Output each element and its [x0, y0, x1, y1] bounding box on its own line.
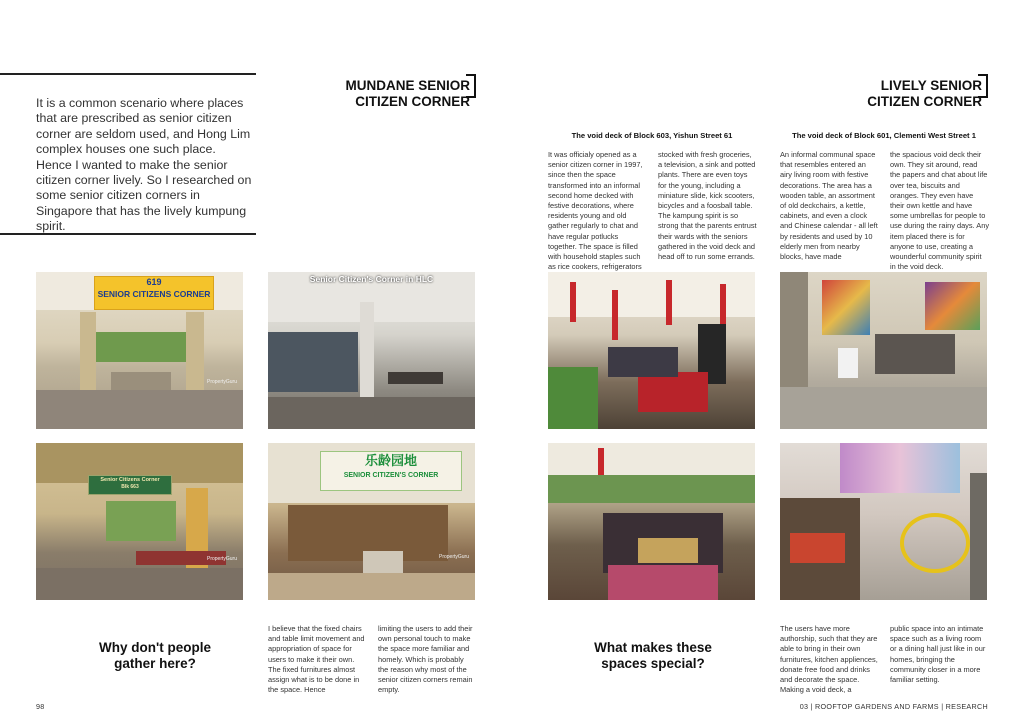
why-question — [70, 640, 240, 672]
photo-clementi-bicycle — [780, 443, 987, 600]
lively-section-title — [842, 78, 982, 110]
why-text-col2: limiting the users to add their own personal touch to make the space more familiar and homely. Which is probably the reason why most of the senior citizen corners remain empty. — [378, 624, 473, 695]
yishun-caption: The void deck of Block 603, Yishun Street 61 — [571, 131, 733, 140]
photo-hlc-pillar — [360, 302, 374, 397]
photo-619-corner — [36, 272, 243, 429]
footer-right: 03 | ROOFTOP GARDENS AND FARMS | RESEARCH — [799, 702, 988, 711]
photo-yishun-lantern-1 — [570, 282, 576, 322]
photo-clementi-mural-left — [822, 280, 870, 335]
photo-leling-corner — [268, 443, 475, 600]
watermark-blk663: PropertyGuru — [206, 556, 237, 562]
photo-yishun-lantern-3 — [666, 280, 672, 325]
sign-619-number: 619 — [146, 277, 162, 287]
photo-yishun-plants — [548, 367, 598, 429]
yishun-text-col1: It was officialy opened as a senior citizen corner in 1997, since then the space transformed into an informal second home decked with festive decorations, where residents young and old gather regularly to chat and have regular potlucks together. The space is filled with household staples such as rice cookers, refrigerators — [548, 150, 643, 272]
clementi-text-col2: the spacious void deck their own. They sit around, read the papers and chat about life over tea, biscuits and oranges. They even have their own kettle and have some umbrellas for people to use during the rainy days. Any item placed there is for anyone to use, creating a wounderful community spirit in the void deck. — [890, 150, 990, 272]
sign-leling-chinese: 乐龄园地 — [364, 453, 417, 468]
mundane-title-line1: MUNDANE SENIOR — [345, 78, 470, 93]
photo-hlc-interior — [268, 332, 358, 392]
mundane-title-bracket — [466, 74, 476, 98]
photo-yishun-chairs — [638, 372, 708, 412]
photo-619-garden — [96, 332, 186, 362]
intro-bottom-rule — [0, 233, 256, 235]
sign-blk663-line2: Blk 663 — [121, 484, 139, 490]
lively-title-bracket — [978, 74, 988, 98]
photo-clementi-floor — [780, 387, 987, 429]
mundane-section-title — [330, 78, 470, 110]
sign-blk663 — [88, 475, 172, 495]
watermark-leling: PropertyGuru — [438, 554, 469, 560]
what-question — [568, 640, 738, 672]
photo-yishun-festive — [548, 272, 755, 429]
photo-bicycle-items — [790, 533, 845, 563]
photo-clementi-people — [875, 334, 955, 374]
what-text-col2: public space into an intimate space such as a living room or a dining hall just like in our homes, bringing the community closer in a more familiar setting. — [890, 624, 986, 685]
photo-bicycle-person — [970, 473, 987, 600]
photo-gathering-table — [638, 538, 698, 563]
photo-hlc-floor — [268, 397, 475, 429]
photo-bicycle-wall-mural — [840, 443, 960, 493]
intro-top-rule — [0, 73, 256, 75]
why-text-col1: I believe that the fixed chairs and table limit movement and appropriation of space for users to make it their own. The fixed furnitures almost assign what is to be done in the space. Hence — [268, 624, 365, 695]
photo-yishun-lantern-4 — [720, 284, 726, 326]
why-question-line2: gather here? — [114, 656, 196, 671]
photo-leling-floor — [268, 573, 475, 600]
photo-gathering-foreground — [608, 565, 718, 600]
photo-clementi-murals — [780, 272, 987, 429]
photo-blk663-corner — [36, 443, 243, 600]
sign-leling-english: SENIOR CITIZEN'S CORNER — [343, 472, 439, 479]
sign-leling — [320, 451, 462, 491]
photo-619-table — [111, 372, 171, 392]
photo-gathering-trees — [548, 475, 755, 503]
photo-gathering-ceiling — [548, 443, 755, 478]
why-question-line1: Why don't people — [99, 640, 211, 655]
lively-title-line1: LIVELY SENIOR — [880, 78, 982, 93]
clementi-caption: The void deck of Block 601, Clementi West Street 1 — [792, 131, 976, 140]
photo-619-floor — [36, 390, 243, 429]
footer-page-left: 98 — [36, 702, 45, 711]
photo-hlc-bench — [388, 372, 443, 384]
what-question-line1: What makes these — [594, 640, 712, 655]
sign-619 — [94, 276, 214, 310]
watermark-619: PropertyGuru — [206, 379, 237, 385]
intro-paragraph: It is a common scenario where places that are prescribed as senior citizen corner are seldom used, and Hong Lim complex houses one such place. Hence I wanted to make the senior citizen corner lively. So I researched on some senior citizen corners in Singapore that has the lively kumpung spirit. — [36, 96, 252, 234]
lively-title-line2: CITIZEN CORNER — [867, 94, 982, 109]
photo-hlc-corner — [268, 272, 475, 429]
photo-663-floor — [36, 568, 243, 600]
clementi-text-col1: An informal communal space that resembles entered an airy living room with festive decorations. The area has a wooden table, an assortment of old deckchairs, a kettle, cabinets, and even a clock and Chinese calendar - all left by residents and used by 10 elderly men from nearby blocks, have made — [780, 150, 878, 262]
photo-yishun-lantern-2 — [612, 290, 618, 340]
photo-clementi-chair — [838, 348, 858, 378]
photo-bicycle-frame — [900, 513, 970, 573]
mundane-title-line2: CITIZEN CORNER — [355, 94, 470, 109]
sign-619-text: SENIOR CITIZENS CORNER — [97, 289, 211, 299]
hlc-photo-label: Senior Citizen's Corner in HLC — [309, 274, 434, 284]
photo-663-greenery — [106, 501, 176, 541]
sign-blk663-line1: Senior Citizens Corner — [100, 477, 160, 483]
yishun-text-col2: stocked with fresh groceries, a television, a sink and potted plants. There are even toys for the young, including a miniature slide, kick scooters, bicycles and a foosball table. The kampung spirit is so strong that the parents entrust their wards with the seniors gathered in the void deck and head off to run some errands. — [658, 150, 757, 262]
what-text-col1: The users have more authorship, such that they are able to bring in their own furnitures, kitchen appliences, donate free food and drinks and decorate the space. Making a void deck, a — [780, 624, 878, 695]
photo-clementi-mural-right — [925, 282, 980, 330]
photo-yishun-people — [608, 347, 678, 377]
photo-yishun-gathering — [548, 443, 755, 600]
what-question-line2: spaces special? — [601, 656, 705, 671]
